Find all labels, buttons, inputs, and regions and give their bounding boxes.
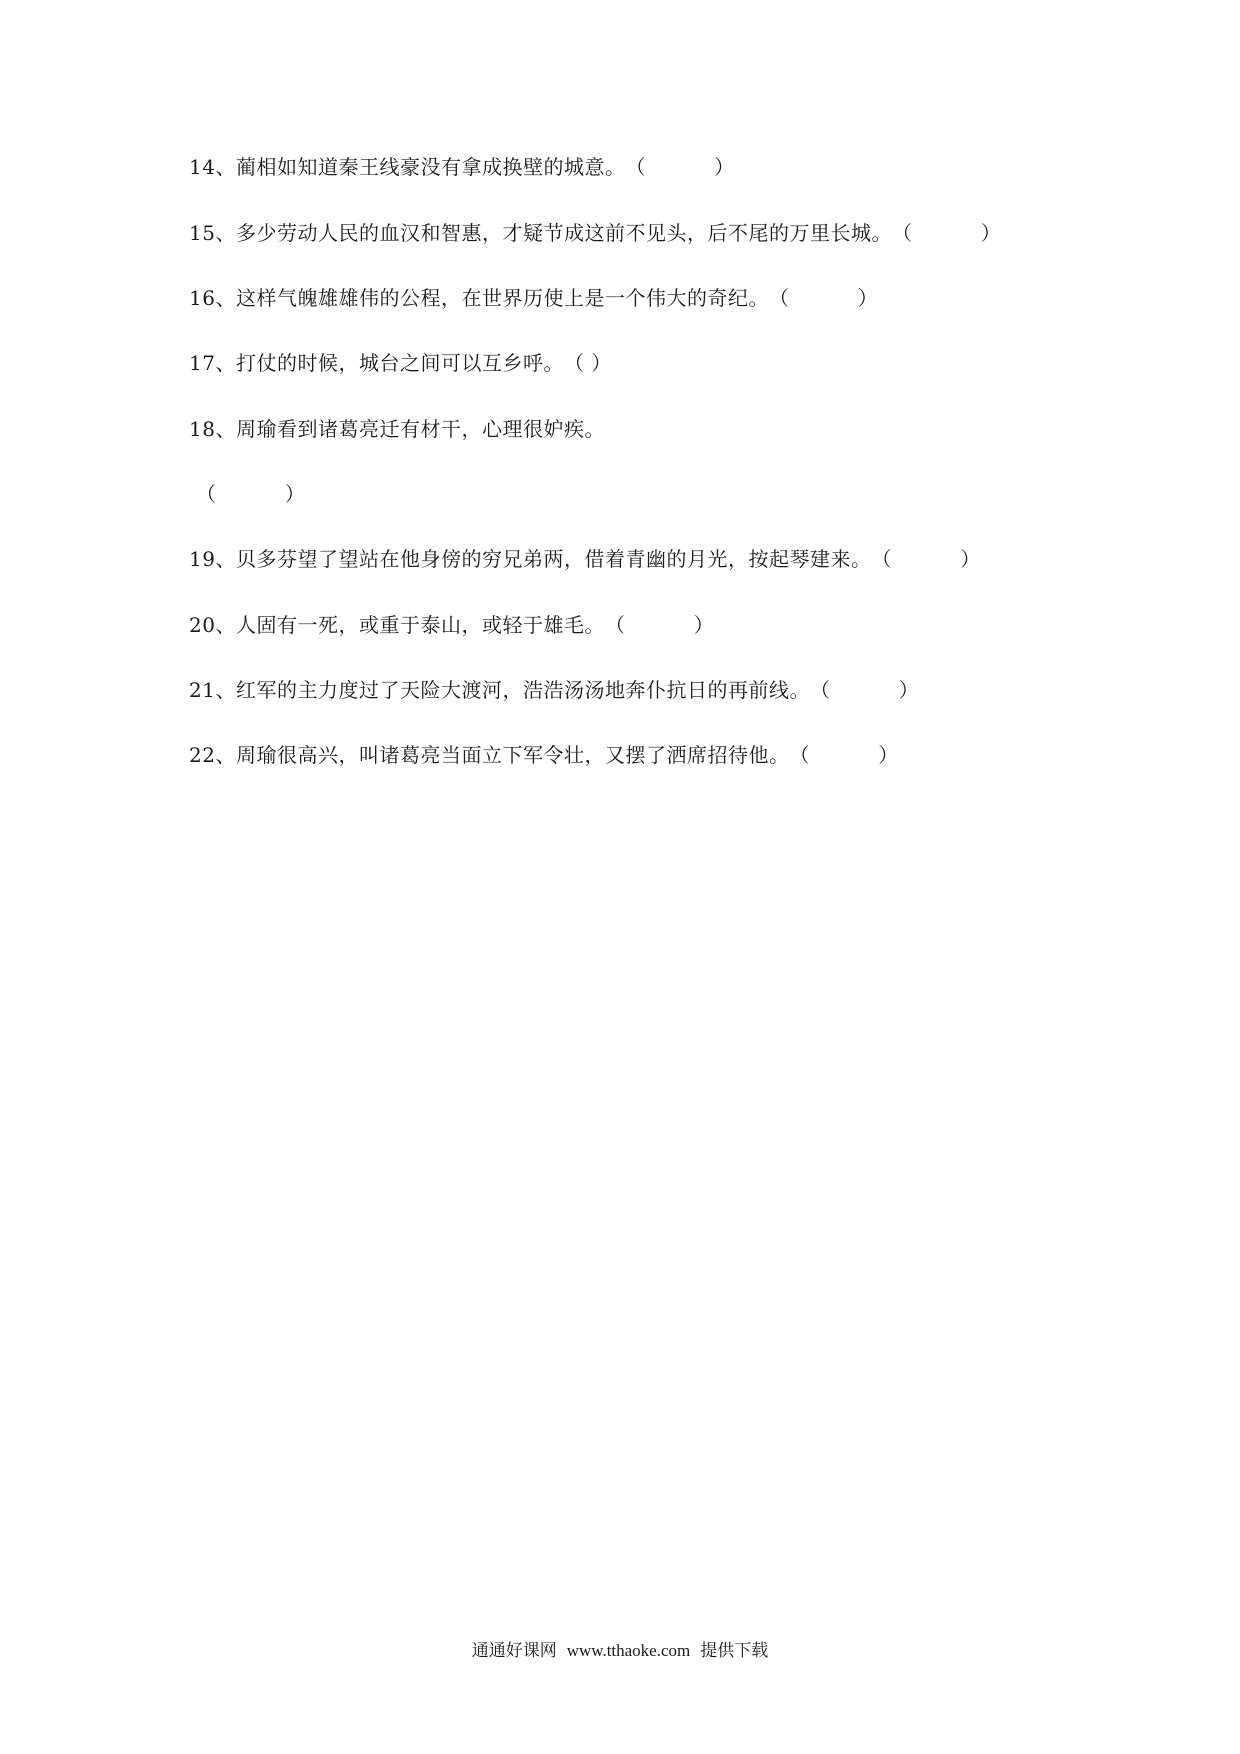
answer-blank: （ ） — [604, 613, 715, 637]
question-text: 15、多少劳动人民的血汉和智惠，才疑节成这前不见头，后不尾的万里长城。 — [189, 221, 892, 245]
question-16 — [189, 285, 878, 311]
answer-blank: （ ） — [563, 351, 612, 375]
answer-blank: （ ） — [891, 221, 1002, 245]
question-17 — [189, 350, 612, 376]
footer-site-link[interactable]: www.tthaoke.com — [566, 1641, 691, 1660]
answer-blank: （ ） — [768, 286, 879, 310]
answer-blank: （ ） — [625, 155, 735, 179]
footer-name: 通通好课网 — [471, 1641, 557, 1661]
question-19 — [189, 546, 981, 572]
question-18-blank-line — [196, 481, 305, 507]
question-text: 18、周瑜看到诸葛亮迁有材干，心理很妒疾。 — [189, 417, 605, 441]
question-text: 16、这样气魄雄雄伟的公程，在世界历使上是一个伟大的奇纪。 — [189, 286, 769, 310]
question-text: 22、周瑜很高兴，叫诸葛亮当面立下军令壮，又摆了洒席招待他。 — [189, 743, 790, 767]
footer-tail: 提供下载 — [700, 1641, 769, 1661]
question-text: 20、人固有一死，或重于泰山，或轻于雄毛。 — [189, 613, 605, 637]
answer-blank: （ ） — [871, 547, 981, 571]
question-18 — [189, 416, 605, 442]
answer-blank: （ ） — [196, 482, 306, 506]
question-14 — [189, 154, 735, 180]
question-text: 14、蔺相如知道秦王线豪没有拿成换壁的城意。 — [189, 155, 626, 179]
question-20 — [189, 612, 714, 638]
question-text: 21、红军的主力度过了天险大渡河，浩浩汤汤地奔仆抗日的再前线。 — [189, 678, 810, 702]
answer-blank: （ ） — [789, 743, 899, 767]
question-15 — [189, 220, 1001, 246]
page-footer — [0, 1640, 1240, 1662]
question-text: 19、贝多芬望了望站在他身傍的穷兄弟两，借着青幽的月光，按起琴建来。 — [189, 547, 872, 571]
question-21 — [189, 677, 919, 703]
question-22 — [189, 742, 899, 768]
question-text: 17、打仗的时候，城台之间可以互乡呼。 — [189, 351, 564, 375]
answer-blank: （ ） — [809, 678, 920, 702]
